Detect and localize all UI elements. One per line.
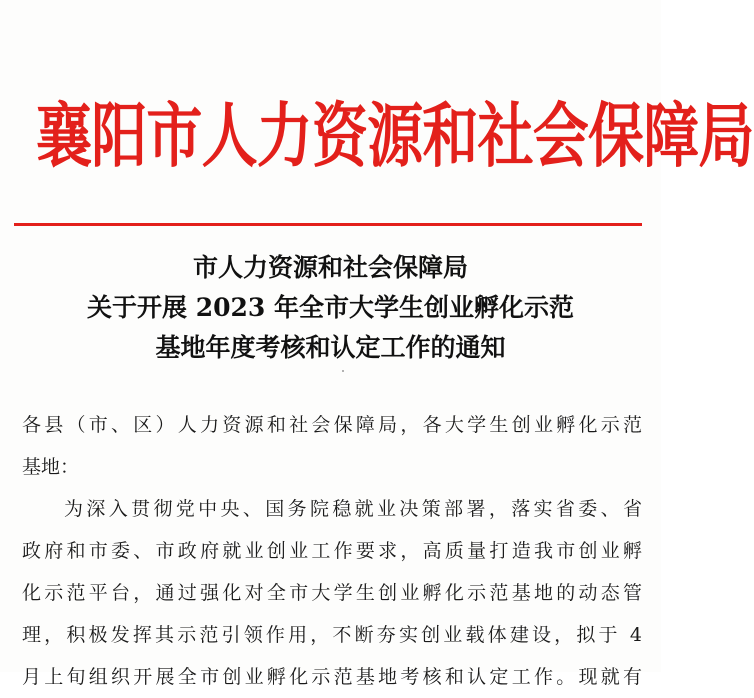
paragraph-line: 月上旬组织开展全市创业孵化示范基地考核和认定工作。现就有 [22,666,642,688]
letterhead-issuer: 襄阳市人力资源和社会保障局 [36,95,754,177]
scan-speck [342,370,344,372]
document-body [22,404,642,698]
salutation-line: 基地： [22,456,80,478]
letterhead-red-rule [14,223,642,226]
paragraph-line: 化示范平台，通过强化对全市大学生创业孵化示范基地的动态管 [22,582,642,604]
salutation-line: 各县（市、区）人力资源和社会保障局，各大学生创业孵化示范 [22,414,642,436]
document-title [0,248,661,368]
title-line: 市人力资源和社会保障局 [192,253,468,282]
paragraph-line: 理，积极发挥其示范引领作用，不断夯实创业载体建设，拟于 4 [22,624,642,646]
title-line: 关于开展 2023 年全市大学生创业孵化示范 [87,293,574,322]
title-line: 基地年度考核和认定工作的通知 [155,333,506,362]
paragraph-line: 为深入贯彻党中央、国务院稳就业决策部署，落实省委、省 [64,498,642,520]
paragraph-line: 政府和市委、市政府就业创业工作要求，高质量打造我市创业孵 [22,540,642,562]
